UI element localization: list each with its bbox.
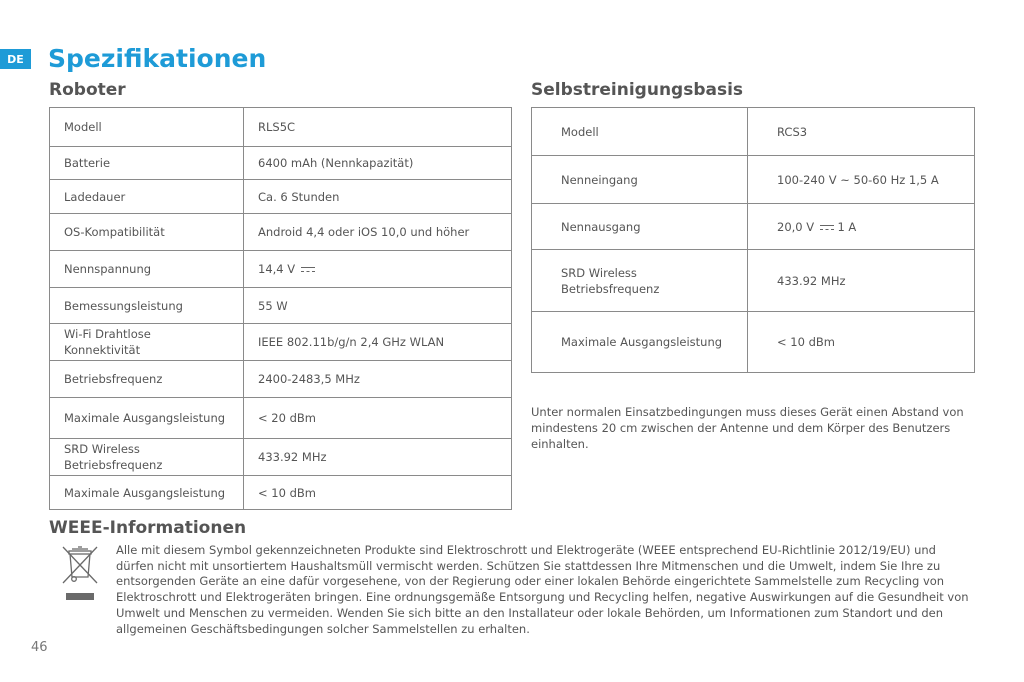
spec-label: Wi-Fi Drahtlose Konnektivität	[50, 324, 244, 361]
table-row	[50, 324, 512, 361]
spec-label: Nenneingang	[532, 156, 748, 204]
table-row	[532, 312, 975, 373]
table-row	[532, 156, 975, 204]
page-title: Spezifikationen	[48, 44, 267, 73]
table-row	[50, 476, 512, 510]
weee-section-title: WEEE-Informationen	[49, 518, 247, 538]
dc-voltage-icon	[820, 224, 834, 231]
base-spec-table	[531, 107, 975, 373]
page-number: 46	[31, 640, 48, 655]
spec-value: 6400 mAh (Nennkapazität)	[244, 147, 512, 180]
table-row	[50, 398, 512, 439]
spec-value: < 20 dBm	[244, 398, 512, 439]
spec-label: Bemessungsleistung	[50, 288, 244, 324]
table-row	[50, 439, 512, 476]
table-row	[532, 250, 975, 312]
spec-label: Batterie	[50, 147, 244, 180]
table-row	[50, 251, 512, 288]
table-row	[50, 214, 512, 251]
spec-value: 14,4 V	[258, 262, 296, 276]
spec-value: Ca. 6 Stunden	[244, 180, 512, 214]
weee-body-text: Alle mit diesem Symbol gekennzeichneten Produkte sind Elektroschrott und Elektrogeräte (WEEE entsprechend EU-Richtlinie 2012/19/EU) und dürfen nicht mit unsortiertem Haushaltsmüll vermischt werden. Schützen Sie stattdessen Ihre Mitmenschen und die Umwelt, indem Sie Ihre zu entsorgenden Geräte an eine dafür vorgesehene, von der Regierung oder einer lokalen Behörde eingerichtete Sammelstelle zum Recycling von Elektroschrott und Elektrogeräten bringen. Eine ordnungsgemäße Entsorgung und Recycling helfen, negative Auswirkungen auf die Gesundheit von Umwelt und Menschen zu vermeiden. Wenden Sie sich bitte an den Installateur oder lokale Behörden, um Informationen zum Standort und den allgemeinen Geschäftsbedingungen solcher Sammelstellen zu erhalten.	[116, 543, 969, 636]
spec-label: Ladedauer	[50, 180, 244, 214]
spec-value-unit: 1 A	[837, 219, 857, 234]
spec-value: < 10 dBm	[244, 476, 512, 510]
spec-label: Modell	[50, 108, 244, 147]
table-row	[50, 108, 512, 147]
spec-value-cell	[748, 204, 975, 250]
language-badge: DE	[0, 49, 31, 69]
spec-value: 433.92 MHz	[244, 439, 512, 476]
antenna-distance-note: Unter normalen Einsatzbedingungen muss dieses Gerät einen Abstand von mindestens 20 cm zwischen der Antenne und dem Körper des Benutzers einhalten.	[531, 405, 964, 451]
spec-label: Nennspannung	[50, 251, 244, 288]
spec-value: RLS5C	[244, 108, 512, 147]
spec-label: OS-Kompatibilität	[50, 214, 244, 251]
spec-label: Betriebsfrequenz	[50, 361, 244, 398]
spec-value: 100-240 V ~ 50-60 Hz 1,5 A	[748, 156, 975, 204]
spec-value: Android 4,4 oder iOS 10,0 und höher	[244, 214, 512, 251]
table-row	[50, 288, 512, 324]
table-row	[50, 361, 512, 398]
spec-label: SRD Wireless Betriebsfrequenz	[532, 250, 748, 312]
spec-value: < 10 dBm	[748, 312, 975, 373]
base-section-title: Selbstreinigungsbasis	[531, 80, 744, 100]
spec-value: IEEE 802.11b/g/n 2,4 GHz WLAN	[244, 324, 512, 361]
crossed-out-wheelie-bin-icon	[60, 545, 100, 603]
spec-label: Maximale Ausgangsleistung	[50, 398, 244, 439]
spec-value: 55 W	[244, 288, 512, 324]
table-row	[532, 108, 975, 156]
table-row	[532, 204, 975, 250]
spec-value: RCS3	[748, 108, 975, 156]
spec-label: Modell	[532, 108, 748, 156]
table-row	[50, 180, 512, 214]
robot-section-title: Roboter	[49, 80, 126, 100]
table-row	[50, 147, 512, 180]
spec-label: SRD Wireless Betriebsfrequenz	[50, 439, 244, 476]
robot-spec-table	[49, 107, 512, 510]
spec-value: 433.92 MHz	[748, 250, 975, 312]
spec-label: Nennausgang	[532, 204, 748, 250]
spec-value: 20,0 V	[777, 219, 815, 234]
spec-label: Maximale Ausgangsleistung	[532, 312, 748, 373]
dc-voltage-icon	[301, 266, 315, 273]
spec-value-cell	[244, 251, 512, 288]
spec-label: Maximale Ausgangsleistung	[50, 476, 244, 510]
spec-value: 2400-2483,5 MHz	[244, 361, 512, 398]
